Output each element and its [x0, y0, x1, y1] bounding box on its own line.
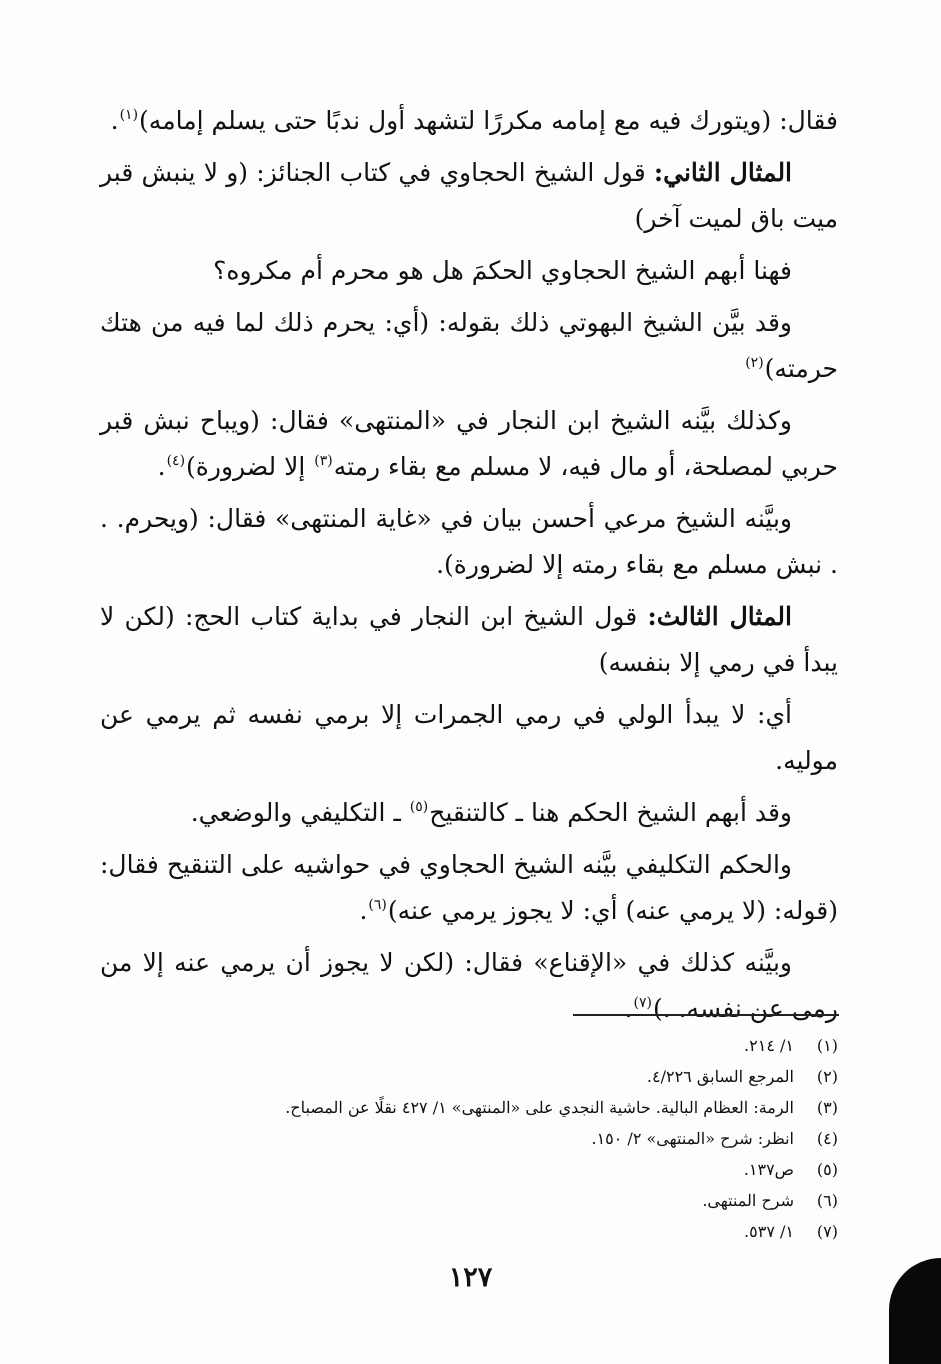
- paragraph-text: .: [110, 106, 119, 135]
- main-text: [100, 98, 838, 1038]
- footnote-text: ١/ ٥٣٧.: [744, 1222, 794, 1241]
- paragraph-text: ـ التكليفي والوضعي.: [190, 798, 409, 827]
- footnote-ref: (٣): [314, 453, 333, 469]
- paragraph-text: وبيَّنه كذلك في «الإقناع» فقال: (لكن لا يجوز أن يرمي عنه إلا من رمى عن نفسه. .): [100, 948, 838, 1023]
- footnote-number: (٢): [816, 1067, 838, 1086]
- footnote-text: المرجع السابق ٤/٢٢٦.: [646, 1067, 794, 1086]
- paragraph-text: إلا لضرورة): [186, 452, 314, 481]
- footnote: [100, 1061, 838, 1092]
- footnote-text: شرح المنتهى.: [702, 1191, 794, 1210]
- footnote-number: (٥): [816, 1160, 838, 1179]
- paragraph-text: وقد بيَّن الشيخ البهوتي ذلك بقوله: (أي: يحرم ذلك لما فيه من هتك حرمته): [100, 308, 838, 383]
- footnote: [100, 1154, 838, 1185]
- footnote-divider: [573, 1014, 839, 1016]
- paragraph-text: فقال: (ويتورك فيه مع إمامه مكررًا لتشهد أول ندبًا حتى يسلم إمامه): [139, 106, 838, 135]
- footnote-ref: (٧): [633, 995, 652, 1011]
- example-heading: المثال الثاني:: [653, 158, 793, 187]
- footnote-number: (٤): [816, 1129, 838, 1148]
- page-number: ١٢٧: [448, 1262, 493, 1293]
- footnote-ref: (٥): [409, 799, 429, 815]
- footnote-number: (٣): [816, 1098, 838, 1117]
- paragraph-text: قول الشيخ الحجاوي في كتاب الجنائز: (و لا ينبش قبر ميت باق لميت آخر): [100, 158, 838, 233]
- footnote-text: ١/ ٢١٤.: [744, 1036, 794, 1055]
- paragraph-text: .: [624, 994, 633, 1023]
- paragraph-text: .: [359, 896, 368, 925]
- paragraph-text: فهنا أبهم الشيخ الحجاوي الحكمَ هل هو محرم أم مكروه؟: [213, 256, 792, 285]
- footnote-number: (٧): [816, 1222, 838, 1241]
- paragraph-text: وقد أبهم الشيخ الحكم هنا ـ كالتنقيح: [429, 798, 792, 827]
- footnote-ref: (٤): [166, 453, 186, 469]
- footnote: [100, 1216, 838, 1247]
- footnote: [100, 1123, 838, 1154]
- footnote-text: انظر: شرح «المنتهى» ٢/ ١٥٠.: [591, 1129, 794, 1148]
- paragraph: [100, 300, 838, 392]
- footnote-text: الرمة: العظام البالية. حاشية النجدي على «المنتهى» ١/ ٤٢٧ نقلًا عن المصباح.: [285, 1098, 794, 1117]
- footnote: [100, 1092, 838, 1123]
- footnote-text: ص١٣٧.: [743, 1160, 794, 1179]
- paragraph-text: والحكم التكليفي بيَّنه الشيخ الحجاوي في حواشيه على التنقيح فقال: (قوله: (لا يرمي عنه) أي: لا يجوز يرمي عنه): [100, 850, 838, 925]
- paragraph-text: .: [157, 452, 166, 481]
- paragraph: [100, 248, 838, 294]
- footnote-number: (١): [816, 1036, 838, 1055]
- paragraph: [100, 496, 838, 588]
- paragraph: [100, 842, 838, 934]
- example-heading: المثال الثالث:: [647, 602, 792, 631]
- paragraph: [100, 150, 838, 242]
- footnote-ref: (٢): [745, 355, 764, 371]
- footnote-ref: (١): [119, 107, 139, 123]
- paragraph: [100, 98, 838, 144]
- paragraph-text: قول الشيخ ابن النجار في بداية كتاب الحج: (لكن لا يبدأ في رمي إلا بنفسه): [100, 602, 838, 677]
- footnote-number: (٦): [816, 1191, 838, 1210]
- paragraph: [100, 940, 838, 1032]
- paragraph-text: أي: لا يبدأ الولي في رمي الجمرات إلا برمي نفسه ثم يرمي عن موليه.: [100, 700, 838, 775]
- footnotes: [100, 1030, 838, 1247]
- paragraph: [100, 790, 838, 836]
- footnote: [100, 1185, 838, 1216]
- footnote: [100, 1030, 838, 1061]
- paragraph: [100, 594, 838, 686]
- paragraph-text: وكذلك بيَّنه الشيخ ابن النجار في «المنتهى» فقال: (ويباح نبش قبر حربي لمصلحة، أو مال فيه، لا مسلم مع بقاء رمته: [100, 406, 838, 481]
- paragraph: [100, 692, 838, 784]
- footnote-ref: (٦): [368, 897, 387, 913]
- paragraph-text: وبيَّنه الشيخ مرعي أحسن بيان في «غاية المنتهى» فقال: (ويحرم. . . نبش مسلم مع بقاء رمته إلا لضرورة).: [100, 504, 838, 579]
- paragraph: [100, 398, 838, 490]
